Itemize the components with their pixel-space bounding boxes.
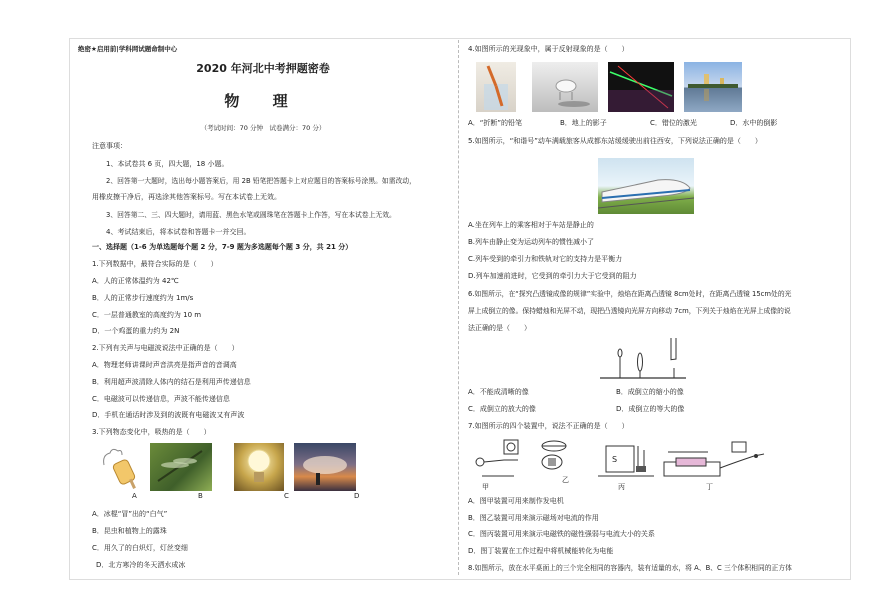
section-heading: 一、选择题（1-6 为单选题每个题 2 分，7-9 题为多选题每个题 3 分，共 21 分）: [92, 243, 353, 251]
image-label: D: [354, 492, 360, 500]
option: D．手机在通话时涉及到的波既有电磁波又有声波: [92, 411, 245, 419]
option: B.列车由静止变为运动列车的惯性减小了: [468, 238, 595, 246]
option: B．图乙装置可用来演示磁场对电流的作用: [468, 514, 599, 522]
option: A．人的正常体温约为 42℃: [92, 277, 179, 285]
note-item: 2、回答第一大题时，选出每小题答案后，用 2B 铅笔把答题卡上对应题目的答案标号涂黑。如需改动，: [106, 177, 416, 185]
option: C．错位的激光: [650, 119, 697, 127]
option: D．水中的倒影: [730, 119, 778, 127]
option: D．成倒立的等大的像: [616, 405, 685, 413]
option: A.坐在列车上的乘客相对于车站是静止的: [468, 221, 594, 229]
note-item: 3、回答第二、三、四大题时，请用蓝、黑色水笔或圆珠笔在答题卡上作答，写在本试卷上无效。: [106, 211, 396, 219]
left-column: [78, 0, 448, 615]
question-stem: 5.如图所示，“和谐号”动车满载旅客从成都东站缓缓驶出前往西安，下列说法正确的是（ ）: [468, 137, 762, 145]
option: D．北方寒冷的冬天洒水成冰: [96, 561, 186, 569]
option: B．成倒立的缩小的像: [616, 388, 684, 396]
option: B．昆虫和植物上的露珠: [92, 527, 167, 535]
question-stem: 4.如图所示的光现象中，属于反射现象的是（ ）: [468, 45, 629, 53]
question-stem: 1.下列数据中，最符合实际的是（ ）: [92, 260, 218, 268]
option: C．图丙装置可用来演示电磁铁的磁性强弱与电流大小的关系: [468, 530, 655, 538]
laser-image: [608, 62, 674, 112]
image-label: B: [198, 492, 203, 500]
option: C.列车受到的牵引力和铁轨对它的支持力是平衡力: [468, 255, 623, 263]
option: A．“折断”的铅笔: [468, 119, 523, 127]
image-label: C: [284, 492, 289, 500]
question-stem: 法正确的是（ ）: [468, 324, 531, 332]
option: A．不能成清晰的像: [468, 388, 529, 396]
option: B．人的正常步行速度约为 1m/s: [92, 294, 194, 302]
image-label: A: [132, 492, 137, 500]
bent-pencil-image: [476, 62, 516, 112]
question-stem: 6.如图所示，在“探究凸透镜成像的规律”实验中，烛焰在距离凸透镜 8cm处时，在距离凸透镜 15cm处的光: [468, 290, 792, 298]
bullet-train-image: [598, 158, 694, 214]
device-label: 丁: [706, 483, 713, 491]
notes-heading: 注意事项：: [92, 142, 127, 150]
light-bulb-image: [234, 443, 284, 491]
ice-pop-image: [98, 443, 150, 491]
lens-experiment-diagram: [598, 338, 688, 384]
dragonfly-dew-image: [150, 443, 212, 491]
four-devices-diagram: [468, 432, 768, 484]
option: D．图丁装置在工作过程中将机械能转化为电能: [468, 547, 614, 555]
secret-header: 绝密★启用前|学科网试题命制中心: [78, 45, 178, 53]
question-stem: 7.如图所示的四个装置中，说法不正确的是（ ）: [468, 422, 629, 430]
option: B．利用超声波清除人体内的结石是利用声传递信息: [92, 378, 251, 386]
option: C．成倒立的放大的像: [468, 405, 536, 413]
exam-title: 2020 年河北中考押题密卷: [196, 62, 330, 75]
subject-title: 物 理: [224, 92, 302, 110]
option: C．电磁波可以传递信息，声波不能传递信息: [92, 395, 230, 403]
svg-text:S: S: [612, 455, 618, 464]
device-label: 乙: [562, 476, 569, 484]
question-stem: 2.下列有关声与电磁波说法中正确的是（ ）: [92, 344, 239, 352]
question-stem: 屏上成倒立的像。保持蜡烛和光屏不动，现把凸透镜向光屏方向移动 7cm，下列关于烛焰在光屏上成像的说: [468, 307, 791, 315]
option: A．物理老师讲课时声音洪亮是指声音的音调高: [92, 361, 237, 369]
dog-shadow-image: [532, 62, 598, 112]
note-item: 1、本试卷共 6 页，四大题，18 小题。: [106, 160, 229, 168]
water-reflection-image: [684, 62, 742, 112]
option: A．冰棍“冒”出的“白气”: [92, 510, 168, 518]
right-column: [468, 0, 838, 615]
splashing-water-freeze-image: [294, 443, 356, 491]
option: A．图甲装置可用来制作发电机: [468, 497, 564, 505]
column-divider: [458, 40, 459, 575]
option: D．一个鸡蛋的重力约为 2N: [92, 327, 180, 335]
option: C．用久了的白炽灯，灯丝变细: [92, 544, 188, 552]
note-item: 4、考试结束后，将本试卷和答题卡一并交回。: [106, 228, 251, 236]
option: C．一层普通教室的高度约为 10 m: [92, 311, 202, 319]
question-stem: 8.如图所示，放在水平桌面上的三个完全相同的容器内，装有适量的水，将 A、B、C 三个体积相同的正方体: [468, 564, 792, 572]
option: D.列车加速前进时，它受到的牵引力大于它受到的阻力: [468, 272, 637, 280]
exam-info: （考试时间：70 分钟 试卷满分：70 分）: [200, 124, 326, 132]
note-item: 用橡皮擦干净后，再选涂其他答案标号。写在本试卷上无效。: [92, 193, 281, 201]
question-stem: 3.下列物态变化中，吸热的是（ ）: [92, 428, 211, 436]
device-label: 丙: [618, 483, 625, 491]
device-label: 甲: [482, 483, 489, 491]
option: B．地上的影子: [560, 119, 607, 127]
